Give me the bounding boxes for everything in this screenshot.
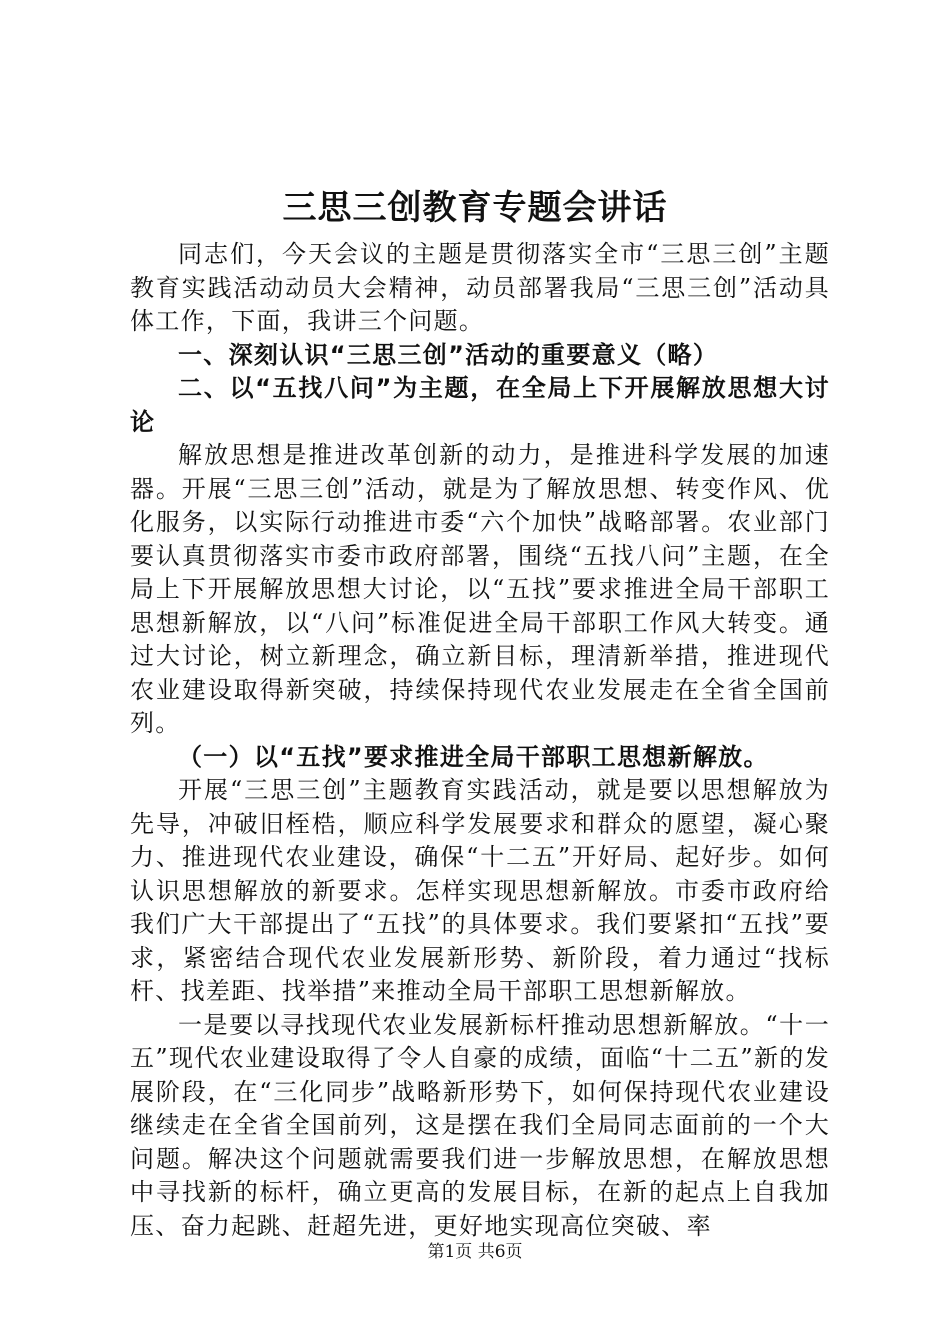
document-body bbox=[130, 238, 830, 1243]
opening-paragraph: 同志们，今天会议的主题是贯彻落实全市“三思三创”主题教育实践活动动员大会精神，动员部署我局“三思三创”活动具体工作，下面，我讲三个问题。 bbox=[130, 240, 830, 335]
body-paragraph: 一是要以寻找现代农业发展新标杆推动思想新解放。“十一五”现代农业建设取得了令人自豪的成绩，面临“十二五”新的发展阶段，在“三化同步”战略新形势下，如何保持现代农业建设继续走在全省全国前列，这是摆在我们全局同志面前的一个大问题。解决这个问题就需要我们进一步解放思想，在解放思想中寻找新的标杆，确立更高的发展目标，在新的起点上自我加压、奋力起跳、赶超先进，更好地实现高位突破、率 bbox=[130, 1010, 830, 1240]
body-paragraph: 解放思想是推进改革创新的动力，是推进科学发展的加速器。开展“三思三创”活动，就是为了解放思想、转变作风、优化服务，以实际行动推进市委“六个加快”战略部署。农业部门要认真贯彻落实市委市政府部署，围绕“五找八问”主题，在全局上下开展解放思想大讨论，以“五找”要求推进全局干部职工思想新解放，以“八问”标准促进全局干部职工作风大转变。通过大讨论，树立新理念，确立新目标，理清新举措，推进现代农业建设取得新突破，持续保持现代农业发展走在全省全国前列。 bbox=[130, 441, 830, 737]
subsection-heading-1: （一）以“五找”要求推进全局干部职工思想新解放。 bbox=[178, 742, 769, 771]
body-paragraph: 开展“三思三创”主题教育实践活动，就是要以思想解放为先导，冲破旧桎梏，顺应科学发展要求和群众的愿望，凝心聚力、推进现代农业建设，确保“十二五”开好局、起好步。如何认识思想解放的新要求。怎样实现思想新解放。市委市政府给我们广大干部提出了“五找”的具体要求。我们要紧扣“五找”要求，紧密结合现代农业发展新形势、新阶段，着力通过“找标杆、找差距、找举措”来推动全局干部职工思想新解放。 bbox=[130, 776, 830, 1005]
page-footer: 第1页 共6页 bbox=[427, 1242, 523, 1262]
document-title: 三思三创教育专题会讲话 bbox=[282, 188, 668, 228]
section-heading-2: 二、以“五找八问”为主题，在全局上下开展解放思想大讨论 bbox=[130, 374, 830, 436]
section-heading-1: 一、深刻认识“三思三创”活动的重要意义（略） bbox=[178, 340, 719, 369]
